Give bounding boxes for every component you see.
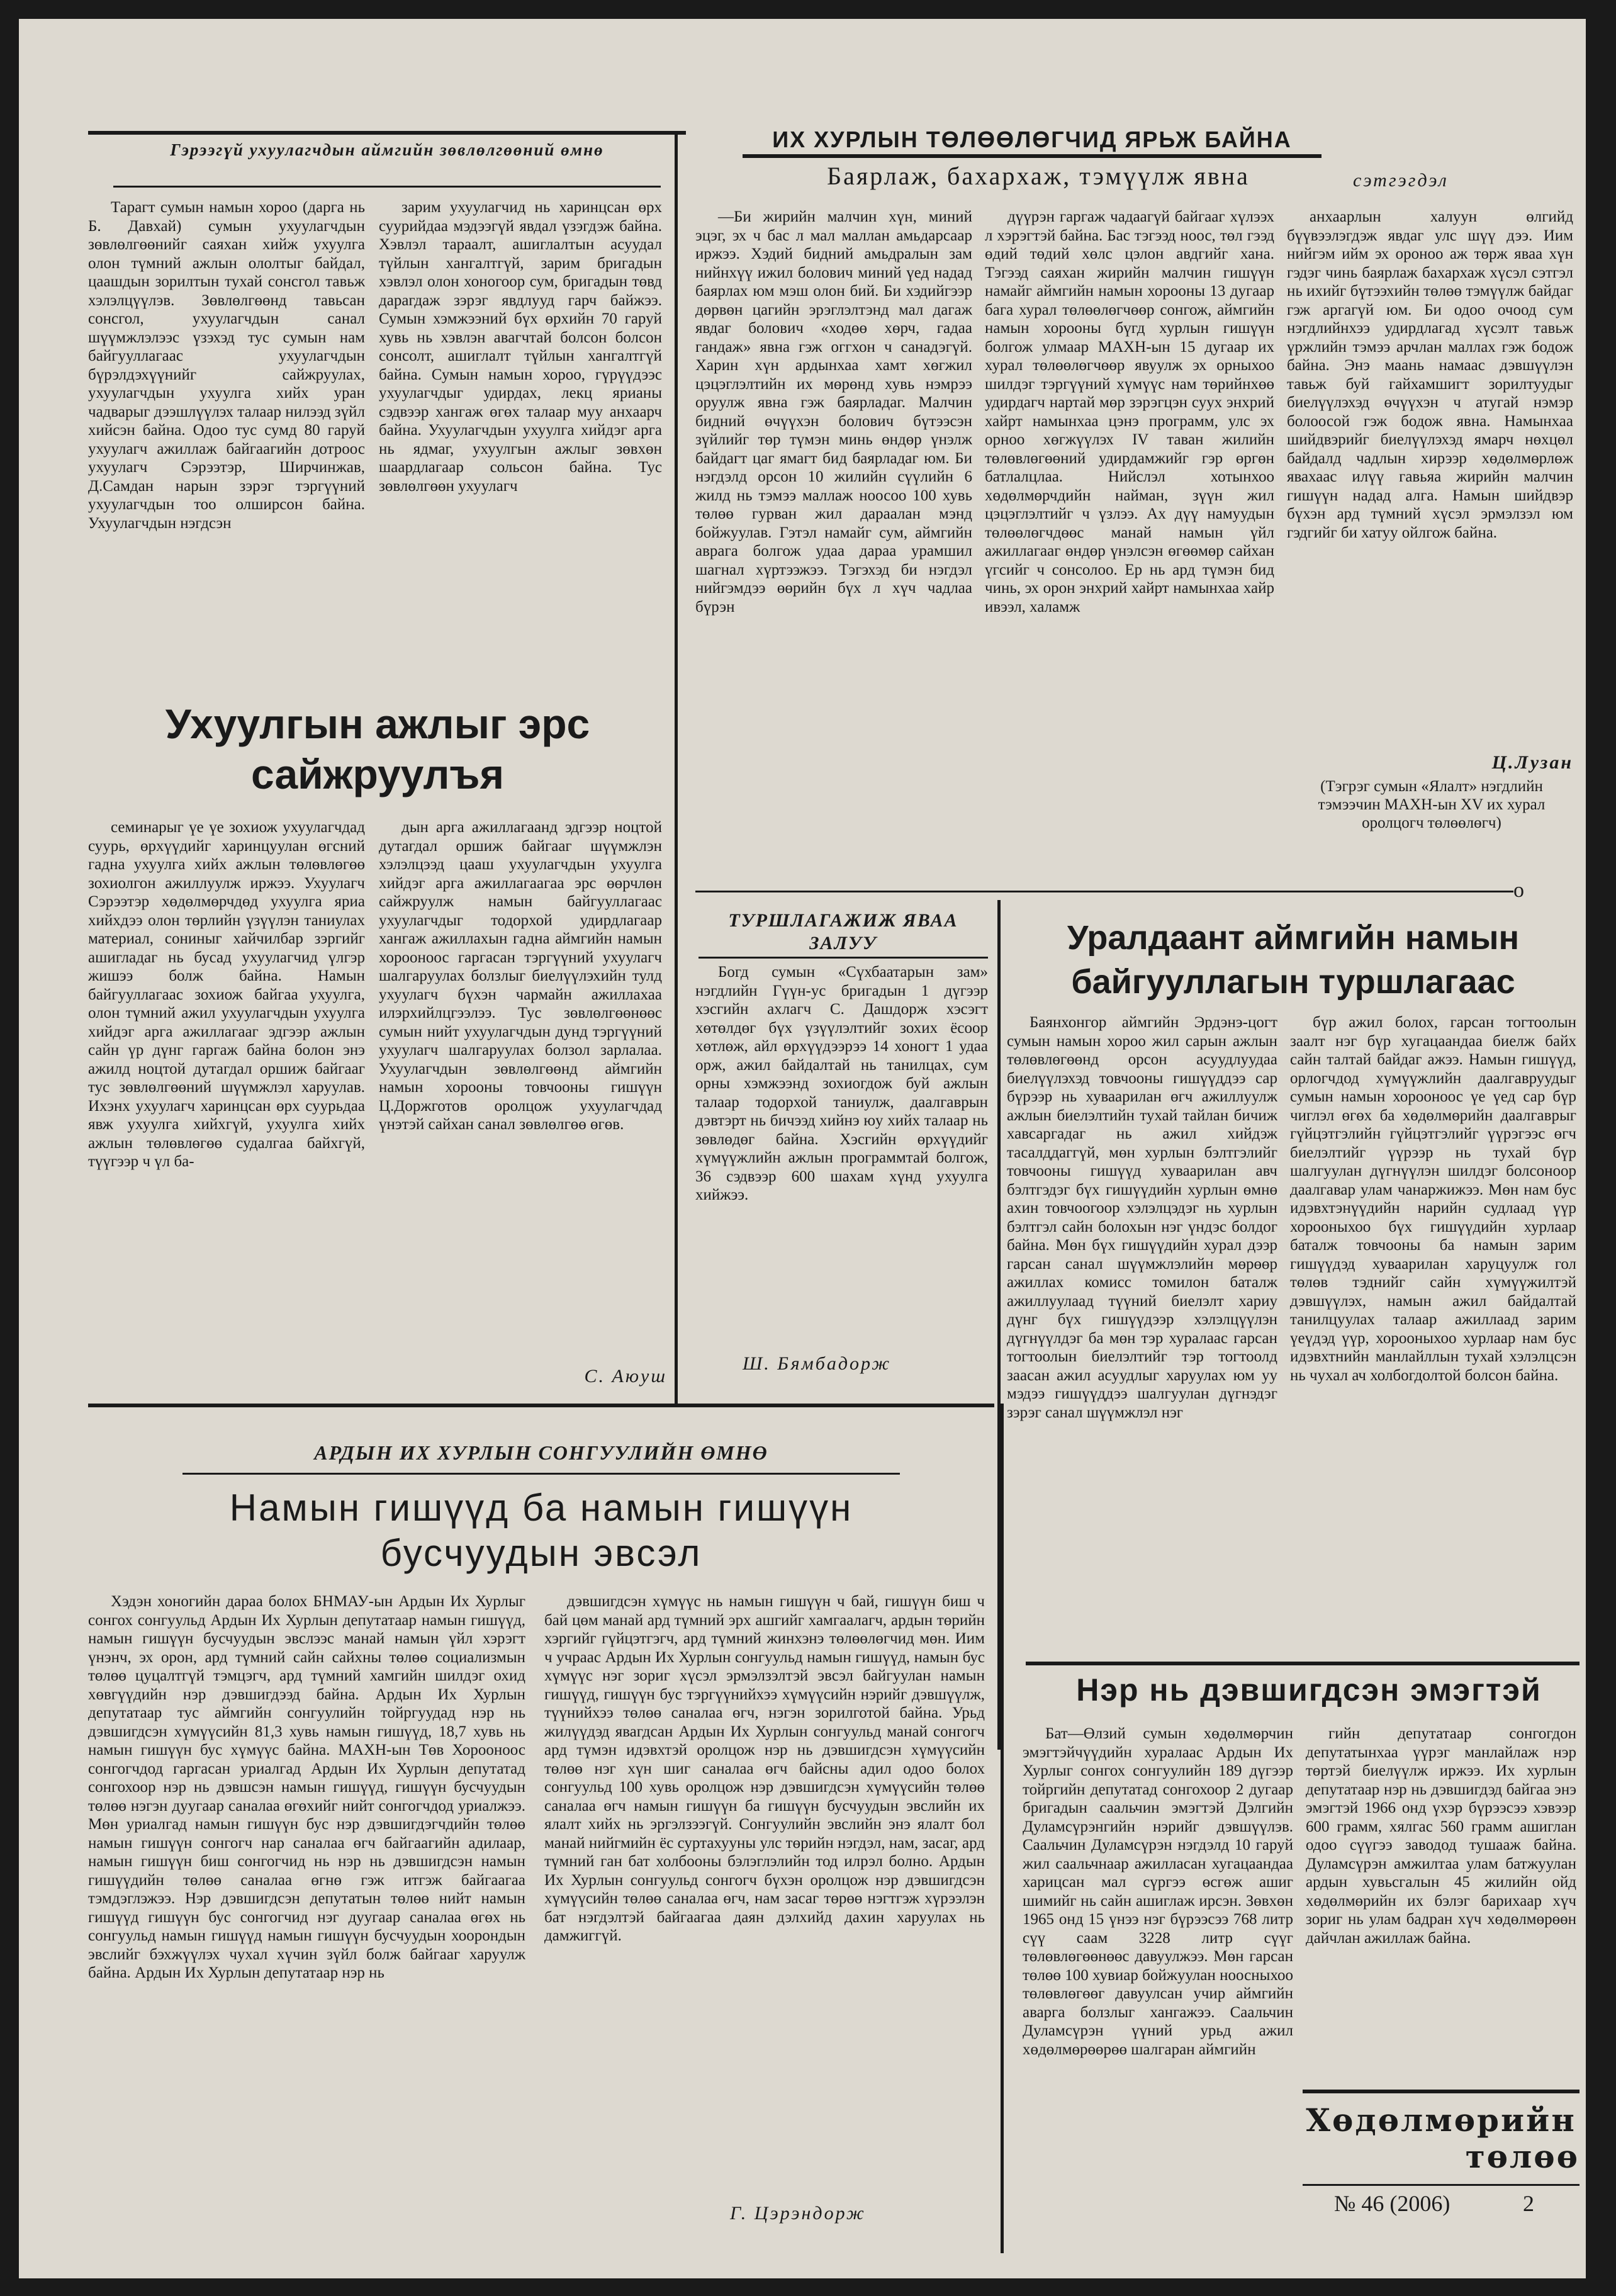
mid-right-col2: бүр ажил болох, гарсан тогтоолын заалт нэг бүр хугацаандаа биелж байх сайн талтай байдаг ажээ. Намын гишүүд, орлогчдод хүмүүжлийн даалгавруудыг сумын намын хорооноос үе үед сар бүр чиглэл өгөх ба хөдөлмөрийн даалгаврыг гүйцэтгэлийн гүйцэтгэлийг үүрэгээс өгч биелэлтийг үүрээр нь тухай бүр шалгуулан дүгнүүлэн шилдэг болсоноор даалгавар улам чанаржижээ. Мөн нам бус идэвхтэнүүдийн нарийн судлаад үүр хорооныхоо бүх гишүүдийн хурлаар баталж товчооны ба намын зарим гишүүдэд хуваарилан харуцуулж гол төлөв тэднийг сайн хүмүүжилтэй дэвшүүлэх, намын ажил байдалтай танилцуулах талаар ажиллаад зарим үеүдэд үүр, хорооныхоо хурлаар нам бус идэвхтнийн манлайллын тухай хэлэлцсэн нь чухал ач холбогдолтой болсон байна. xyxy=(1290,1014,1576,1384)
top-right-signature: Ц.Лузан xyxy=(1491,752,1573,773)
top-right-col2: дүүрэн гаргаж чадаагүй байгааг хүлээх л хэрэгтэй байна. Бас тэгээд ноос, төл гээд өдий төдий хөлс цэлон авдгийг хана. Тэгээд саяхан жирийн малчин гишүүн намайг аймгийн намын хорооны 13 дугаар бага хурал төлөөлөгчөөр сонгож, аймгийн намын хорооны бүгд хурлын гишүүн болгож улмаар МАХН-ын 15 дугаар их хурал төлөөлөгчөөр явуулж эх орныхоо шилдэг тэргүүний хүмүүс нам төрийнхөө удирдагч нартай мөр зэрэгцэн суух энхрий хайрт намынхаа цэнэ программ, улс эх орноо хөгжүүлэх IV таван жилийн төлөвлөгөөний удирдамжийг гэр өргөн батлалцлаа. Нийслэл хотынхоо хөдөлмөрчдийн найман, зүүн жил цэцэглэлтийг ч үзлээ. Ах дүү намуудын төлөөлөгчдөөс манай намын үйл ажиллагааг өндөр үнэлсэн өгөөмөр сайхан үгсийг ч сонсолоо. Ер нь ард түмэн бид чинь, эх орон энхрий хайрт намынхаа хайр ивээл, халамж xyxy=(985,208,1274,616)
masthead-title-line1: Хөдөлмөрийн xyxy=(1306,2102,1576,2139)
newspaper-page xyxy=(19,19,1586,2278)
top-left-kicker: Гэрээгүй ухуулагчдын аймгийн зөвлөлгөөний өмнө xyxy=(170,140,604,159)
top-left-kicker-rule xyxy=(113,186,661,188)
top-right-kicker: ИХ ХУРЛЫН ТӨЛӨӨЛӨГЧИД ЯРЬЖ БАЙНА xyxy=(772,127,1292,152)
top-right-sub-label: сэтгэгдэл xyxy=(1353,170,1449,191)
masthead-rule xyxy=(1303,2090,1580,2093)
top-right-col3: анхаарлын халуун өлгийд бүүвээлэгдэж явдаг улс шүү дээ. Иим нийгэм ийм эх ороноо аж төрж яваа хүн гэдэг чинь баярлаж бахархаж хүсэл сэтгэл нь ихийг бүтээхийн төлөө тэмүүлж байдаг гэж аргагүй юм. Би одоо очоод сум нэгдлийнхээ удирдлагад хүсэлт тавьж үржлийн тэмээ арчлан маллах гэж бодож байна. Энэ маань намаас дэвшүүлэн тавьж буй гайхамшигт зорилтуудыг биелүүлэхэд өчүүхэн ч атугай нэмэр болоосой гэж бодож явна. Намынхаа шийдвэрийг биелүүлэхэд ямарч нөхцөл байдалд чадлын хирээр хөдөлмөрлөж явахаас илүү гавьяа жирийн малчин гишүүн надад алга. Намын шийдвэр бүхэн ард түмний хүсэл эрмэлзэл юм гэдгийг би хатуу ойлгож байна. xyxy=(1287,208,1573,541)
mid-center-kicker-rule xyxy=(699,957,988,959)
mid-right-col1: Баянхонгор аймгийн Эрдэнэ-цогт сумын намын хороо жил сарын ажлын төлөвлөгөөнд орсон асуудлуудаа биелүүлэхэд товчооны гишүүддээ сар бүрээр нь хуваарилан өгч ажиллуулж ажлын биелэлтийн тухай тайлан бичиж хавсаргадаг нь ажил хийдэж тасалддаггүй, мөн хурлын бэлтгэлийг товчооны гишүүд хуваарилан авч бэлтгэдэг бүх гишүүдийн хурлын өмнө ахин товчоогоор хэлэлцэдэг нь хурлын бэлтгэл сайн болохын нэг үндэс болдог байна. Мөн бүх гишүүдийн хурал дээр гарсан санал шүүмжлэлийн мөрөөр ажиллах комисс томилон баталж ажиллуулаад түүний биелэлт хариу дүнг бүх гишүүдээр хэлэлцүүлэн дүгнүүлдэг ба мөн тэр хуралаас гарсан тогтоолын биелэлтийг тэр тогтоолд заасан ажил асуудлыг харуулах юм уу мэдээ гишүүддээ шалгуулан дүгнэдэг зэрэг санал шүүмжлэл нэг xyxy=(1007,1014,1277,1421)
column-divider-bottom xyxy=(1001,1404,1004,2253)
page-number: 2 xyxy=(1523,2191,1534,2216)
bottom-right-headline: Нэр нь дэвшигдсэн эмэгтэй xyxy=(1076,1672,1542,1708)
bottom-left-col2: дэвшигдсэн хүмүүс нь намын гишүүн ч бай, гишүүн биш ч бай цөм манай ард түмний эрх ашгийг хамгаалагч, ардын төрийн хэргийг гүйцэтгэгч, ард түмний жинхэнэ төлөөлөгчид мөн. Иим ч учраас Ардын Их Хурлын сонгуульд намын гишүүд, намын бус хүмүүс нэг зориг хүсэл эрмэлзэлтэй эвсэл байгуулан намын гишүүд, гишүүн бус тэргүүнийхээ хүмүүсийн нэрийг дэвшүүлж, түүнийхээ төлөө саналаа өгч, нэгэн зорилготой байна. Урьд жилүүдэд явагдсан Ардын Их Хурлын сонгуульд манай сонгогч ард түмэн идэвхтэй оролцож нэр нь дэвшигдсэн хүмүүсийн төлөө нэг хүн шиг саналаа өгч байсны адил одоо болох сонгуульд 100 хувь оролцож нэр дэвшигдсэн хүмүүсийн төлөө саналаа өгч намын гишүүн ба гишүүн бусчуудын эвслийн их ялалт хийх нь эргэлзээгүй. Сонгуулийн эвслийн энэ ялалт бол манай нийгмийн ёс суртахууны улс төрийн нэгдэл, нам, засаг, ард түмний ган бат холбооны бэлэглэлийн тод илрэл болно. Ардын Их Хурлын сонгуульд сонгогч бүхэн оролцож нэр дэвшигдсэн хүмүүсийн төлөө саналаа өгч, нам засаг төрөө нэгтгэж хүрээлэн бат нэгдэлтэй байгаагаа даян дэлхийд дахин харуулах нь дамжиггүй. xyxy=(544,1593,985,1944)
bottom-right-col2: гийн депутатаар сонгогдон депутатынхаа үүрэг манлайлаж нэр төртэй биелүүлж иржээ. Их хурлын депутатаар нэр нь дэвшигдэд байгаа энэ эмэгтэй 1966 онд үхэр бүрээсээ хэвээр 600 грамм, хялгас 560 грамм ашиглан одоо сүүгээ заводод тушааж байна. Дуламсүрэн амжилтаа улам батжуулан ардын хувьсгалын 45 жилийн ойд хөдөлмөрийн их бэлэг барихаар хүч зориг нь улам бадран хүч хөдөлмөрөөн дайчлан ажиллаж байна. xyxy=(1306,1725,1576,1947)
masthead-rule-2 xyxy=(1303,2184,1580,2186)
bottom-left-headline: Намын гишүүд ба намын гишүүн бусчуудын эвсэл xyxy=(229,1487,853,1574)
bottom-right-col1: Бат—Өлзий сумын хөдөлмөрчин эмэгтэйчүүдийн хуралаас Ардын Их Хурлыг сонгох сонгуулийн 189 дүгээр тойргийн депутатад сонгохоор 2 дугаар бригадын саальчин эмэгтэй Дэлгийн Дуламсүрэнгийн нэрийг дэвшүүлэв. Саальчин Дуламсүрэн нэгдэлд 10 гаруй жил саальчнаар ажилласан хугацаандаа харицсан мал сүргээ өсгөж ашиг шимийг нь сайн ашиглаж ирсэн. Зөвхөн 1965 онд 15 үнээ нэг бүрээсээ 768 литр сүү саам 3228 литр сүүг төлөвлөгөөнөөс давуулжээ. Мөн гарсан төлөө 100 хувиар бойжуулан ноосныхоо төлөвлөгөөг давуулсан учир аймгийн аварга болзлыг хангажээ. Саальчин Дуламсүрэн үүний урьд ажил хөдөлмөрөөрөө шалгаран аймгийн xyxy=(1023,1725,1293,2058)
mid-divider-rule xyxy=(695,891,1513,892)
top-right-col1: —Би жирийн малчин хүн, миний эцэг, эх ч бас л мал маллан амьдарсаар иржээ. Хэдий бидний амьдралын зам нийнхүү ижил болович миний үед надад баярлах юм мэш олон бий. Би хэдийгээр дөрвөн цагийн эрэглэлтэнд мал дагаж явдаг болович «ходөө хөрч, гадаа гандаж» явна гэж оггхон ч санадэгүй. Харин хүн ардынхаа хамт хөгжил цэцэглэлтийн их мөрөнд хувь нэмрээ оруулж явна гэж баярладаг. Малчин бидний өчүүхэн болович бүтээсэн зүйлийг төр түмэн минь өндөр үнэлж байдагт цаг ямагт бид баярладаг юм. Би нэгдэлд орсон 10 жилийн сүүлийн 6 жилд нь тэмээ маллаж ноосоо 100 хувь төлөө гурван жил дараалан мэнд бойжуулав. Гэтэл намайг сум, аймгийн аврага болгож удаа дараа урамшил шагнал хүртээжээ. Тэгэхэд би нэгдэл нийгэмдээ өөрийн бүх л хүч чадлаа бүрэн xyxy=(695,208,972,616)
top-right-rule xyxy=(743,154,1321,158)
divider-ornament: o xyxy=(1513,879,1524,902)
top-left-col1: Тарагт сумын намын хороо (дарга нь Б. Давхай) сумын ухуулагчдын зөвлөлгөөнийг саяхан хийж ухуулга олон түмний ажлын ололтыг байдал, цаашдын зорилтын тухай сонсгол тавьж хэлэлцүүлэв. Зөвлөлгөөнд тавьсан сонсгол, ухуулагчдын санал шүүмжлэлээс үзэхэд тус сумын нам байгууллагаас ухуулагчдын бүрэлдэхүүнийг сайжруулах, ухуулагчдын ухуулга хийх уран чадварыг дээшлүүлэх талаар нилээд зүйл хийсэн байна. Одоо тус сумд 80 гаруй ухуулагч ажиллаж байгаагийн дотроос ухуулагч Сэрээтэр, Ширчинжав, Д.Самдан нарын зэрэг тэргүүний ухуулагчдын тоо олширсон байна. Ухуулагчдын нэгдсэн xyxy=(88,199,365,532)
bottom-left-rule xyxy=(88,1404,994,1407)
top-left-signature: С. Аюуш xyxy=(584,1366,667,1387)
mid-center-kicker: ТУРШЛАГАЖИЖ ЯВАА ЗАЛУУ xyxy=(728,910,958,954)
mid-center-body: Богд сумын «Сүхбаатарын зам» нэгдлийн Гүүн-ус бригадын 1 дүгээр хэсгийн ахлагч С. Дашдорж хэсэгт хөтөлдөг бүх үзүүлэлтийг зохих ёсоор хөтлөж, айл өрхүүдээрээ 14 хоногт 1 удаа орж, ажил байдалтай нь танилцах, сум орны хэмжээнд зохиогдож буй ажлын талаар тодорхой таниулж, даалгаврын дэвтэрт нь бичээд хийнэ юу хийх талаар нь зөвлөдөг байна. Хэсгийн өрхүүдийг хүмүүжлийн ажлын программтай болгож, 36 сэдвээр 600 шахам хүнд ухуулга хийжээ. xyxy=(695,964,988,1203)
mid-right-headline: Уралдаант аймгийн намын байгууллагын туршлагаас xyxy=(1067,919,1520,1001)
top-left-lower-col1: семинарыг үе үе зохиож ухуулагчдад суурь, өрхүүдийг харинцуулан өгсний гадна ухуулга хийх ажлын төлөвлөгөө зохиолгон ажиллуулж иржээ. Ухуулагч Сэрээтэр хөдөлмөрчдөд ухуулга яриа хийхдээ олон төрлийн үзүүлэн таниулах материал, сониныг хайчилбар зэргийг ашигладаг нь бусад ухуулагчид үлгэр жишээ болж байна. Намын байгууллагаас зохиож байгаа ухуулга, олон түмний ажил ухуулагчдын ухуулга хийдэг арга ажиллагааг эдгээр ажлын сайн үр дүнг гаргаж байна болон энэ ажилд ноцтой дутагдал оршиж байгааг тус зөвлөлгөөний шүүмжлэл харуулав. Ихэнх ухуулагч харинцсан өрх суурьдаа явж ухуулга хийхгүй, ухуулга хийх ажлын төлөвлөгөө судалгаа байхгүй, түүгээр ч үл ба- xyxy=(88,819,365,1170)
top-left-headline: Ухуулгын ажлыг эрс сайжруулъя xyxy=(165,701,590,797)
top-left-lower-col2: дын арга ажиллагаанд эдгээр ноцтой дутагдал оршиж байгааг шүүмжлэн хэлэлцээд цааш ухуулагчдын ухуулга хийдэг арга ажиллагаагаа эрс өөрчлөн сайжруулж намын байгууллагаас ухуулагчдыг тодорхой удирдлагаар хангаж ажиллахын гадна аймгийн намын хорооноос гаргасан тэргүүний ухуулагч шалгаруулах болзлыг биелүүлэхийн тулд ухуулагч бүхэн чармайн ажиллахаа илэрхийлцгээлээ. Тус зөвлөлгөөнөөс сумын нийт ухуулагчдын дунд тэргүүний ухуулагч шалгаруулах болзол зарлалаа. Ухуулагчдын зөвлөлгөөнд аймгийн намын хорооны товчооны гишүүн Ц.Доржготов оролцож ухуулагчдад үнэтэй сайхан санал зөвлөлгөө өгөв. xyxy=(379,819,662,1133)
bottom-left-kicker-rule xyxy=(182,1473,900,1475)
masthead-title xyxy=(1303,2102,1580,2175)
top-right-note: (Тэгрэг сумын «Ялалт» нэгдлийн тэмээчин МАХН-ын XV их хурал оролцогч төлөөлөгч) xyxy=(1318,778,1546,831)
top-left-rule xyxy=(88,131,686,135)
bottom-left-col1: Хэдэн хоногийн дараа болох БНМАУ-ын Ардын Их Хурлыг сонгох сонгуульд Ардын Их Хурлын депутатаар намын гишүүд, намын гишүүн бусчуудын эвслээс манай намын үйл хэрэгт үнэнч, эх орон, ард түмний сайн сайхны төлөө социализмын төлөө цуцалтгүй тэмцэгч, ард түмний хамгийн шилдэг охид хөвгүүдийн нэр дэвшигдээд байна. Ардын Их Хурлын депутатаар тус аймгийн сонгуулийн тойргуудад нэр нь дэвшигдсэн хүмүүсийн 81,3 хувь намын гишүүд, 18,7 хувь нь намын гишүүн бус хүмүүс байна. МАХН-ын Төв Хорооноос сонгогчдод гаргасан уриалгад Ардын Их Хурлын депутатад сонгохоор нэр нь дэвшсэн намын гишүүд, гишүүн бусчуудын төлөө нэгэн дуугаар саналаа өгөхийг нийт сонгогчдод уриалжээ. Мөн уриалгад намын гишүүн бус нэр дэвшигдэгчдийн төлөө намын гишүүн сонгогч нар саналаа өгч байгаагийн адилаар, намын гишүүн биш сонгогчид нь нэр нь дэвшигдсэн намын гишүүдийн төлөө саналаа өгнө гэж итгэж байгаагаа тэмдэглэжээ. Нэр дэвшигдсэн депутатын төлөө нийт намын гишүүд гишүүн бус сонгогчид нэг дуугаар саналаа өгөх нь сонгуульд намын гишүүд намын гишүүн бусчуудын хоорондын эвслийг бэхжүүлэх чухал хүчин зүйл болж байгааг харуулж байна. Ардын Их Хурлын депутатаар нэр нь xyxy=(88,1593,525,1981)
bottom-right-rule xyxy=(1026,1662,1580,1665)
mid-center-signature: Ш. Бямбадорж xyxy=(743,1353,892,1374)
top-left-col2: зарим ухуулагчид нь харинцсан өрх суурийдаа мэдээгүй явдал үзэгдэж байна. Хэвлэл тараалт, ашиглалтын асуудал түйлын хангалтгүй, зарим бригадын хэвлэл олон хоногоор сум, бригадын төвд дарагдаж зэрэг явдлууд гарч байжээ. Сумын хэмжээний бүх өрхийн 70 гаруй хувь нь хэвлэн авагчтай болсон болсон сонсолт, ашиглалт түйлын хангалтгүй байна. Сумын намын хороо, гүрүүдээс ухуулагчдыг удирдах, лекц ярианы сэдвээр хангаж өгөх талаар муу анхаарч байна. Ухуулагчдын ухуулга хийдэг арга нь ядмаг, ухуулгын ажлыг зөвхөн шаардлагаар сольсон байна. Тус зөвлөлгөөн ухуулагч xyxy=(379,199,662,495)
bottom-left-kicker: АРДЫН ИХ ХУРЛЫН СОНГУУЛИЙН ӨМНӨ xyxy=(314,1441,768,1464)
issue-number: № 46 (2006) xyxy=(1334,2191,1450,2216)
column-divider-left xyxy=(675,132,678,1404)
masthead-title-line2: төлөө xyxy=(1465,2138,1580,2175)
top-right-subheadline: Баярлаж, бахархаж, тэмүүлж явна xyxy=(827,162,1250,190)
bottom-left-signature: Г. Цэрэндорж xyxy=(730,2203,866,2224)
